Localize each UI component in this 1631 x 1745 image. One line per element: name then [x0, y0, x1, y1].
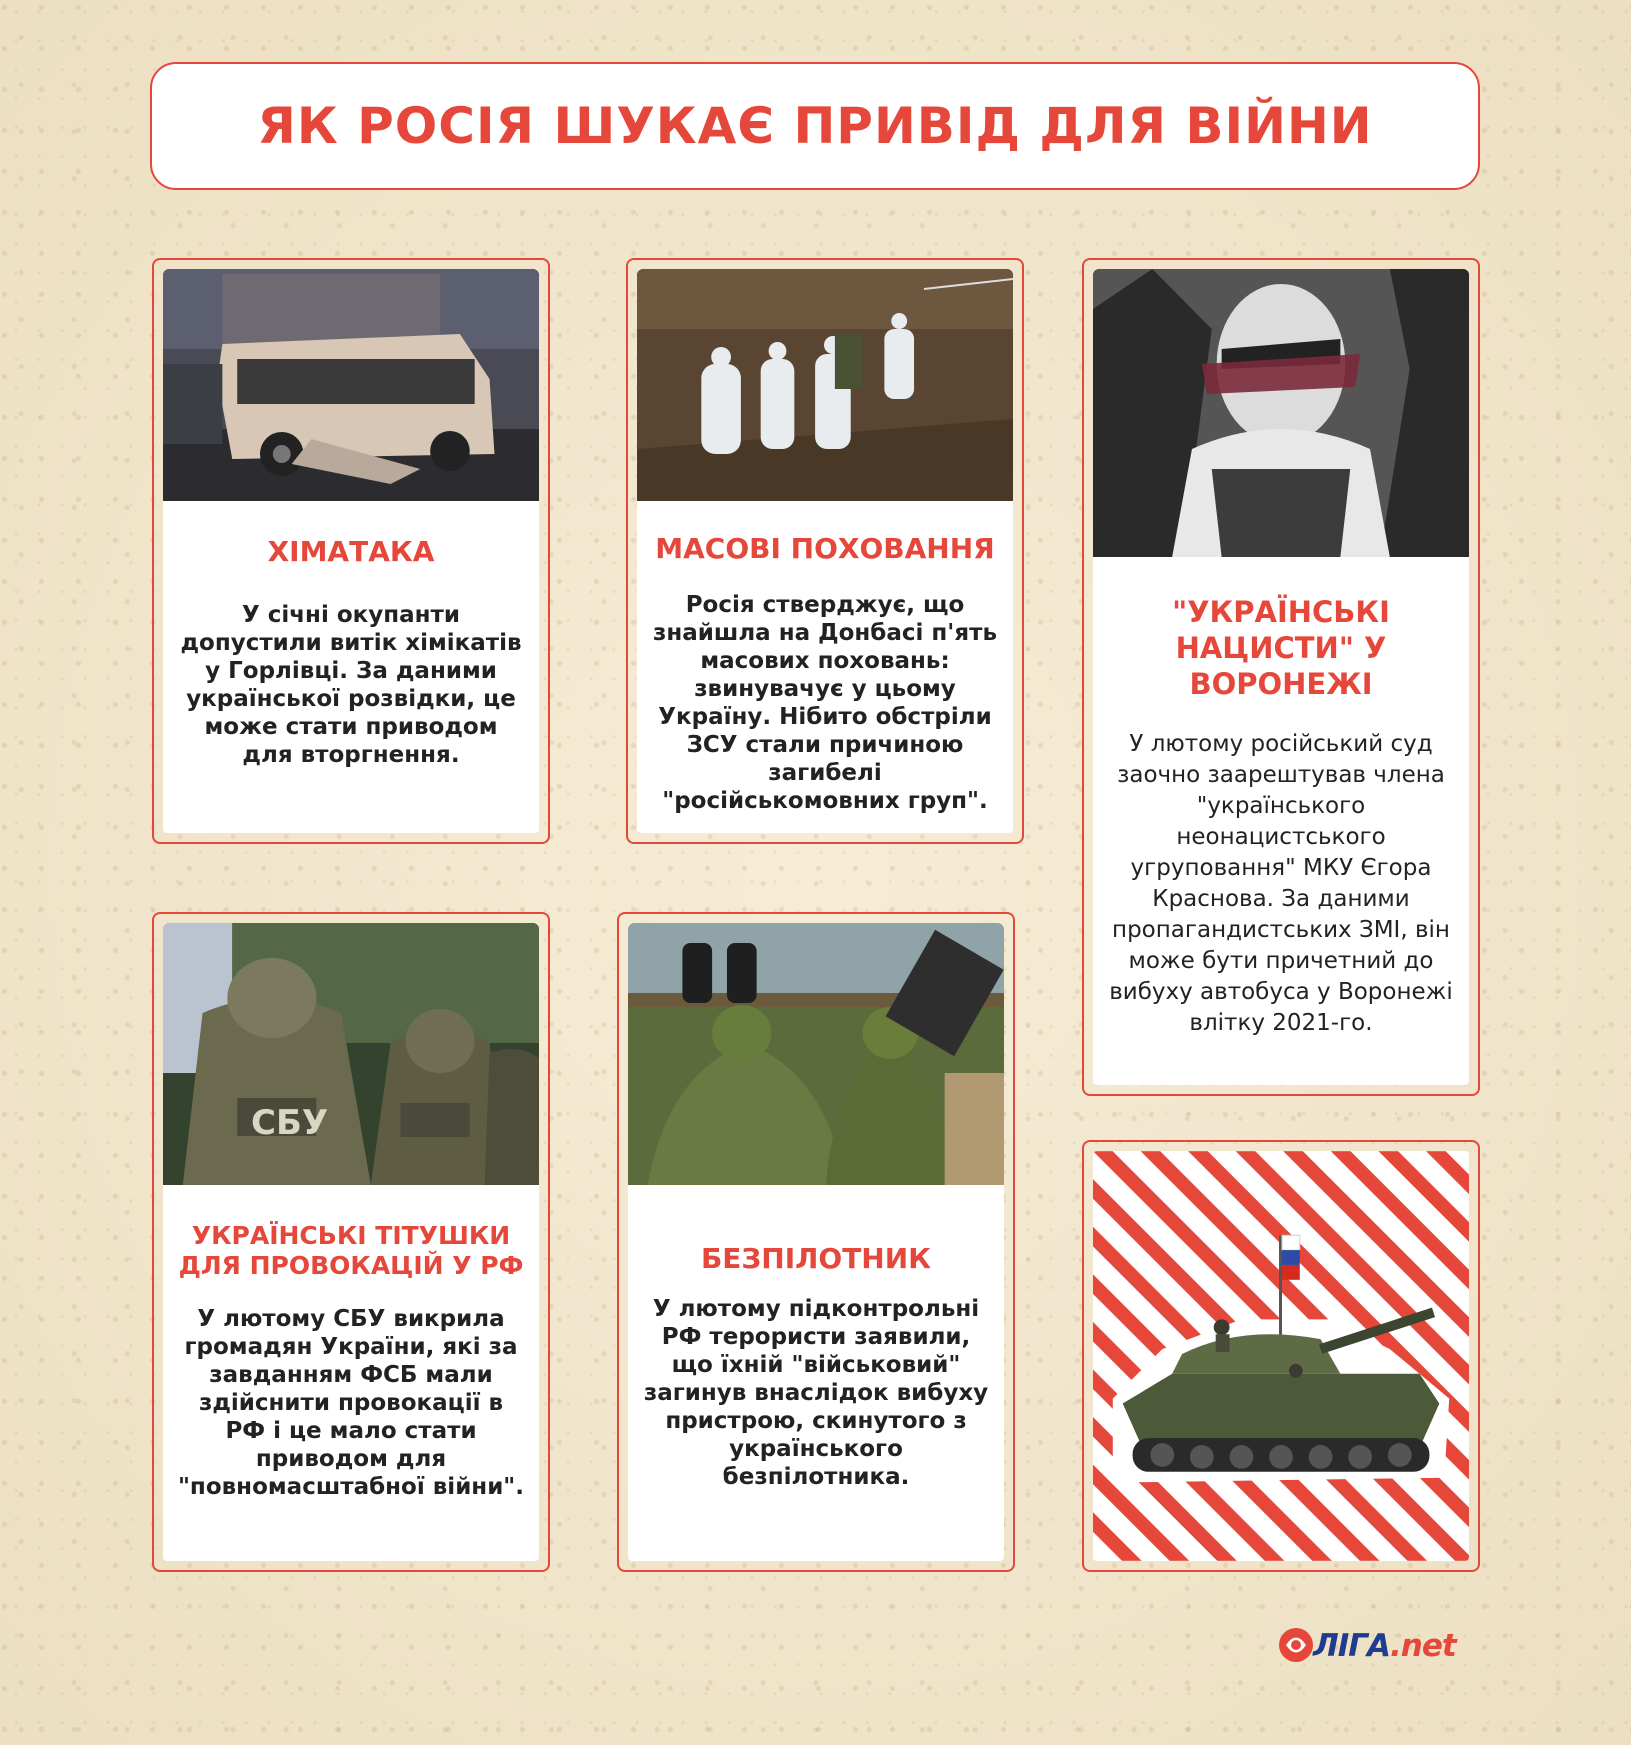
liga-logo-text [1313, 1628, 1456, 1664]
card-title: УКРАЇНСЬКІ ТІТУШКИ ДЛЯ ПРОВОКАЦІЙ У РФ [178, 1221, 524, 1280]
excavation-photo [637, 269, 1013, 501]
mural-photo [1093, 269, 1469, 557]
card-title: ХІМАТАКА [267, 535, 435, 568]
card-text: У лютому російський суд заочно заарештував члена "українського неонацистського угруповання" МКУ Єгора Краснова. За даними пропагандистських ЗМІ, він може бути причетний до вибуху автобуса у Воронежі влітку 2021-го. [1109, 731, 1453, 1036]
binoculars-soldiers-photo [628, 923, 1004, 1185]
card-title: МАСОВІ ПОХОВАННЯ [655, 532, 995, 565]
card-title: БЕЗПІЛОТНИК [700, 1242, 932, 1275]
liga-logo-suffix: .net [1390, 1628, 1456, 1664]
card-mass-graves [626, 258, 1024, 844]
card-provocateurs [152, 912, 550, 1572]
card-ukrainian-nazis [1082, 258, 1480, 1096]
liga-net-logo[interactable] [1277, 1622, 1487, 1670]
card-text: Росія стверджує, що знайшла на Донбасі п'ять масових поховань: звинувачує у цьому Україну. Нібито обстріли ЗСУ стали причиною загибелі "російськомовних груп". [653, 592, 997, 814]
card-title: "УКРАЇНСЬКІ НАЦИСТИ" У ВОРОНЕЖІ [1172, 595, 1390, 701]
liga-logo-main: ЛІГА [1313, 1628, 1391, 1664]
sbu-soldiers-photo [163, 923, 539, 1185]
page-title-box [150, 62, 1480, 190]
card-text: У січні окупанти допустили витік хімікатів у Горлівці. За даними української розвідки, це може стати приводом для вторгнення. [180, 602, 522, 768]
liga-logo-icon [1277, 1626, 1315, 1664]
tank-panel [1082, 1140, 1480, 1572]
damaged-bus-photo [163, 269, 539, 501]
card-drone [617, 912, 1015, 1572]
tank-illustration [1093, 1151, 1469, 1561]
card-chemical-attack [152, 258, 550, 844]
page-title: ЯК РОСІЯ ШУКАЄ ПРИВІД ДЛЯ ВІЙНИ [257, 97, 1373, 155]
card-text: У лютому СБУ викрила громадян України, які за завданням ФСБ мали здійснити провокації в РФ і це мало стати приводом для "повномасштабної війни". [177, 1306, 525, 1500]
sbu-badge: СБУ [251, 1103, 329, 1143]
card-text: У лютому підконтрольні РФ терористи заявили, що їхній "військовий" загинув внаслідок вибуху пристрою, скинутого з українського безпілотника. [643, 1296, 989, 1490]
